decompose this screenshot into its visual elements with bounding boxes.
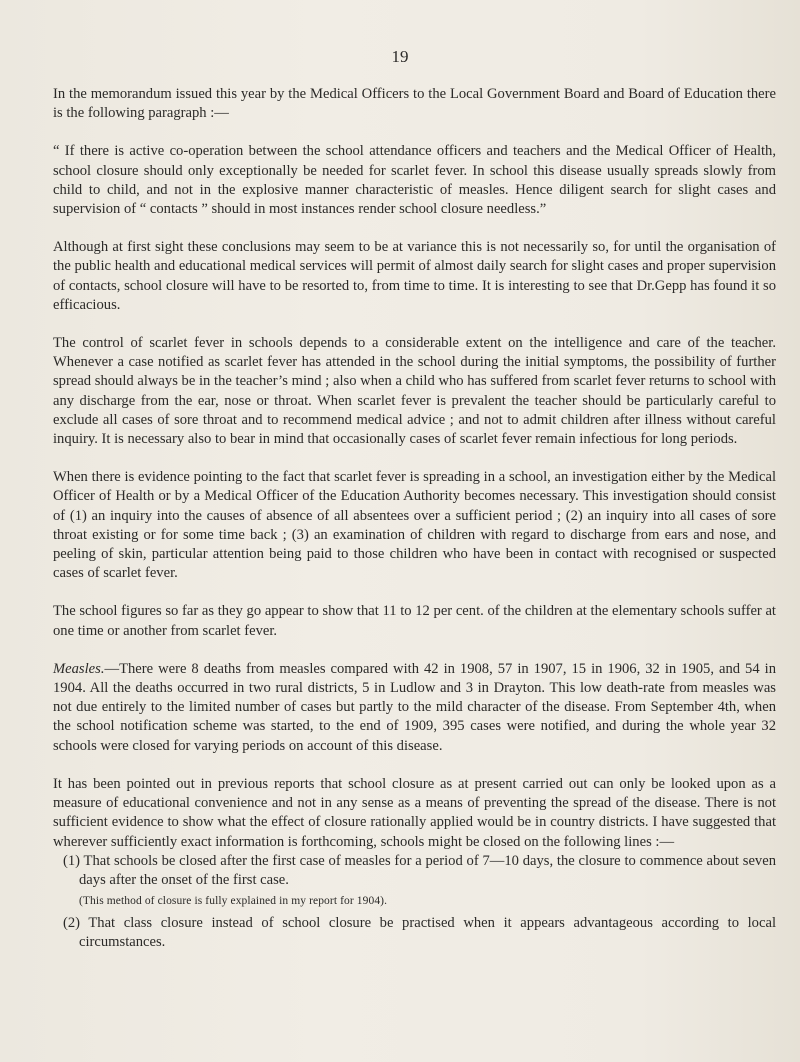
body-text bbox=[53, 85, 776, 953]
list-item-2: (2) That class closure instead of school closure be practised when it appears advantageous according to local circumstances. bbox=[63, 915, 776, 951]
paragraph-conclusions: Although at first sight these conclusions may seem to be at variance this is not necessarily so, for until the organisation of the public health and educational medical services will permit of almost daily search for slight cases and proper supervision of contacts, school closure will have to be resorted to, from time to time. It is interesting to see that Dr.Gepp has found it so efficacious. bbox=[53, 239, 776, 313]
paragraph-memorandum: In the memorandum issued this year by the Medical Officers to the Local Government Board and Board of Education there is the following paragraph :— bbox=[53, 86, 776, 122]
paragraph-measles bbox=[53, 660, 776, 756]
list-item-1: (1) That schools be closed after the first case of measles for a period of 7—10 days, the closure to commence about seven days after the onset of the first case. bbox=[63, 852, 776, 888]
paragraph-quotation: “ If there is active co-operation between the school attendance officers and teachers and the Medical Officer of Health, school closure should only exceptionally be needed for scarlet fever. In school this disease usually spreads slowly from child to child, and not in the explosive manner characteristic of measles. Hence diligent search for slight cases and supervision of “ contacts ” should in most instances render school closure needless.” bbox=[53, 143, 776, 218]
paragraph-school-closure: It has been pointed out in previous reports that school closure as at present carried out can only be looked upon as a measure of educational convenience and not in any sense as a means of preventing the spread of the disease. There is not sufficient evidence to show what the effect of closure rationally applied would be in country districts. I have suggested that wherever sufficiently exact information is forthcoming, schools might be closed on the following lines :— bbox=[53, 775, 776, 850]
paragraph-teacher-control: The control of scarlet fever in schools depends to a considerable extent on the intelligence and care of the teacher. Whenever a case notified as scarlet fever has attended in the school during the initial symptoms, the possibility of further spread should always be in the teacher’s mind ; also when a child who has suffered from scarlet fever returns to school with any discharge from the ear, nose or throat. When scarlet fever is prevalent the teacher should be particularly careful to exclude all cases of sore throat and to recommend medical advice ; and not to admit children after illness without careful inquiry. It is necessary also to bear in mind that occasionally cases of scarlet fever remain infectious for long periods. bbox=[53, 335, 776, 448]
page-number: 19 bbox=[391, 47, 409, 66]
measles-heading: Measles. bbox=[53, 660, 105, 677]
list-note: (This method of closure is fully explained in my report for 1904). bbox=[79, 895, 388, 908]
paragraph-school-figures: The school figures so far as they go appear to show that 11 to 12 per cent. of the children at the elementary schools suffer at one time or another from scarlet fever. bbox=[53, 603, 776, 639]
paragraph-investigation: When there is evidence pointing to the fact that scarlet fever is spreading in a school, an investigation either by the Medical Officer of Health or by a Medical Officer of the Education Authority becomes necessary. This investigation should consist of (1) an inquiry into the causes of absence of all absentees over a sufficient period ; (2) an inquiry into all cases of sore throat existing or for some time back ; (3) an examination of children with regard to discharge from ears and nose, and peeling of skin, particular attention being paid to those children who have been in contact with recognised or suspected cases of scarlet fever. bbox=[53, 469, 776, 582]
measles-text: —There were 8 deaths from measles compared with 42 in 1908, 57 in 1907, 15 in 1906, 32 in 1905, and 54 in 1904. All the deaths occurred in two rural districts, 5 in Ludlow and 3 in Drayton. This low death-rate from measles was not due entirely to the limited number of cases but partly to the mild character of the disease. From September 4th, when the school notification scheme was started, to the end of 1909, 395 cases were notified, and during the whole year 32 schools were closed for varying periods on account of this disease. bbox=[53, 660, 776, 754]
